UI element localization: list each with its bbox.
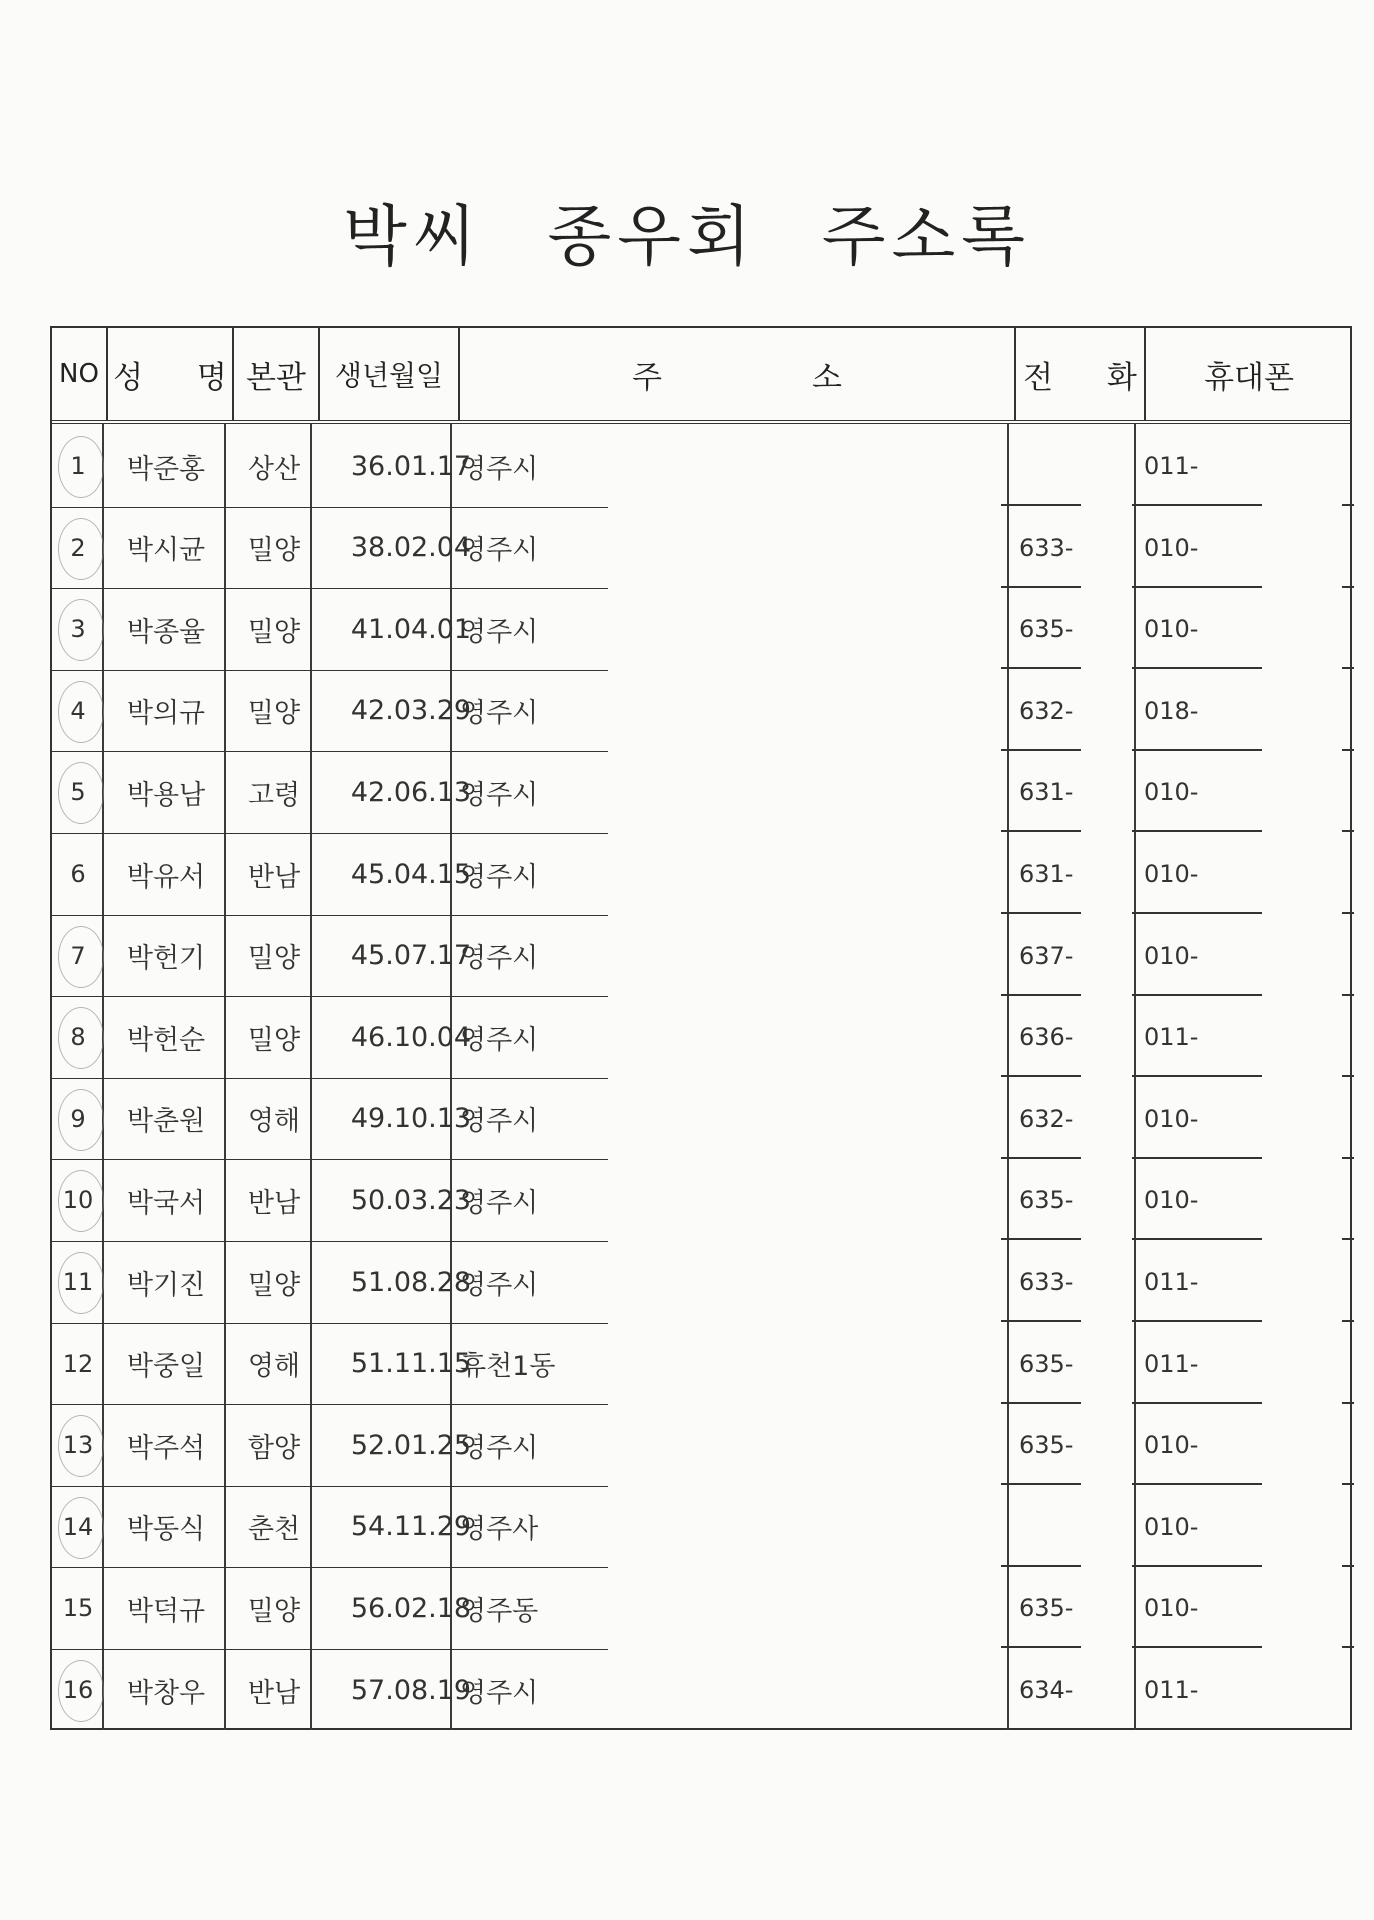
header-birth: 생년월일: [320, 328, 460, 420]
row-number: 7: [70, 941, 86, 970]
member-address: 휴천1동: [460, 1351, 556, 1383]
mobile-divider: [1132, 504, 1262, 506]
row-end-tick: [1342, 1646, 1354, 1648]
member-mobile: 011-: [1144, 452, 1199, 480]
row-end-tick: [1342, 1565, 1354, 1567]
row-end-tick: [1342, 994, 1354, 996]
row-number: 8: [70, 1023, 86, 1052]
member-mobile: 010-: [1144, 1186, 1199, 1215]
member-mobile: 010-: [1144, 941, 1199, 970]
phone-divider: [1001, 994, 1081, 996]
member-mobile: 018-: [1144, 696, 1199, 725]
mobile-divider: [1132, 1075, 1262, 1077]
phone-divider: [1001, 1483, 1081, 1485]
header-address: [460, 328, 1016, 420]
member-address: 영주사: [460, 1514, 539, 1546]
member-bongwan: 밀양: [247, 616, 301, 648]
member-mobile: 011-: [1144, 1023, 1199, 1052]
row-number: 5: [70, 778, 86, 807]
row-end-tick: [1342, 1402, 1354, 1404]
mobile-divider: [1132, 1238, 1262, 1240]
row-end-tick: [1342, 912, 1354, 914]
member-bongwan: 춘천: [247, 1514, 301, 1546]
member-phone: [1009, 1487, 1139, 1567]
member-birthdate: 57.08.19: [350, 1674, 472, 1706]
mobile-divider: [1132, 1402, 1262, 1404]
member-name: 박종율: [126, 616, 206, 648]
row-end-tick: [1342, 1157, 1354, 1159]
table-row: [52, 1079, 1354, 1161]
member-mobile: 010-: [1144, 1104, 1199, 1133]
member-name: 박중일: [126, 1351, 206, 1383]
row-end-tick: [1342, 1483, 1354, 1485]
phone-divider: [1001, 1238, 1081, 1240]
member-birthdate: 42.06.13: [350, 776, 472, 808]
member-address: 영주시: [460, 1106, 539, 1138]
table-row: [52, 589, 1354, 671]
row-number: 12: [62, 1349, 94, 1378]
table-row: [52, 1405, 1354, 1487]
phone-divider: [1001, 1646, 1081, 1648]
table-row: [52, 834, 1354, 916]
table-row: [52, 1650, 1354, 1732]
member-address: 영주시: [460, 535, 539, 567]
table-row: [52, 508, 1354, 590]
member-bongwan: 밀양: [247, 1024, 301, 1056]
phone-divider: [1001, 1402, 1081, 1404]
member-phone: 635-: [1019, 1594, 1074, 1623]
member-phone: 637-: [1019, 941, 1074, 970]
row-number: 13: [62, 1431, 94, 1460]
member-birthdate: 42.03.29: [350, 695, 472, 727]
mobile-divider: [1132, 1565, 1262, 1567]
mobile-divider: [1132, 667, 1262, 669]
member-mobile: 010-: [1144, 1512, 1199, 1541]
header-name-label: 성 명: [113, 359, 249, 396]
row-number: 14: [62, 1512, 94, 1541]
member-mobile: 010-: [1144, 1431, 1199, 1460]
mobile-divider: [1132, 1483, 1262, 1485]
table-row: [52, 997, 1354, 1079]
member-bongwan: 영해: [247, 1351, 301, 1383]
member-address: 영주시: [460, 698, 539, 730]
phone-divider: [1001, 1565, 1081, 1567]
row-number: 4: [70, 696, 86, 725]
header-mobile: 휴대폰: [1204, 359, 1294, 396]
member-phone: 632-: [1019, 1104, 1074, 1133]
row-end-tick: [1342, 1075, 1354, 1077]
member-birthdate: 51.11.15: [350, 1348, 472, 1380]
header-no: NO: [52, 328, 108, 420]
address-table: [50, 326, 1352, 1730]
member-birthdate: 49.10.13: [350, 1103, 472, 1135]
phone-divider: [1001, 667, 1081, 669]
member-phone: 632-: [1019, 696, 1074, 725]
member-name: 박헌순: [126, 1024, 206, 1056]
member-name: 박주석: [126, 1432, 206, 1464]
member-address: 영주시: [460, 1187, 539, 1219]
row-number: 16: [62, 1676, 94, 1704]
phone-divider: [1001, 504, 1081, 506]
member-bongwan: 반남: [247, 861, 301, 893]
row-end-tick: [1342, 749, 1354, 751]
member-address: 영주시: [460, 861, 539, 893]
table-row: [52, 1568, 1354, 1650]
mobile-divider: [1132, 1157, 1262, 1159]
row-end-tick: [1342, 586, 1354, 588]
member-name: 박의규: [126, 698, 206, 730]
row-end-tick: [1342, 1238, 1354, 1240]
member-address: 영주시: [460, 1677, 539, 1709]
member-birthdate: 45.07.17: [350, 940, 472, 972]
phone-divider: [1001, 1157, 1081, 1159]
member-address: 영주시: [460, 779, 539, 811]
member-name: 박유서: [126, 861, 206, 893]
member-name: 박동식: [126, 1514, 206, 1546]
member-bongwan: 고령: [247, 779, 301, 811]
table-row: [52, 916, 1354, 998]
table-row: [52, 1242, 1354, 1324]
header-phone-label: 전 화: [1023, 359, 1159, 396]
member-address: 영주시: [460, 1269, 539, 1301]
mobile-divider: [1132, 1320, 1262, 1322]
mobile-divider: [1132, 1646, 1262, 1648]
member-name: 박시균: [126, 535, 206, 567]
member-phone: 635-: [1019, 615, 1074, 644]
member-bongwan: 밀양: [247, 943, 301, 975]
row-number: 6: [70, 860, 86, 888]
member-mobile: 010-: [1144, 860, 1199, 888]
member-bongwan: 밀양: [247, 1269, 301, 1301]
member-bongwan: 영해: [247, 1106, 301, 1138]
member-birthdate: 54.11.29: [350, 1511, 472, 1543]
member-address: 영주시: [460, 1024, 539, 1056]
header-phone: [1016, 328, 1159, 420]
member-address: 영주시: [460, 453, 539, 485]
mobile-divider: [1132, 586, 1262, 588]
row-end-tick: [1342, 830, 1354, 832]
phone-divider: [1001, 1320, 1081, 1322]
row-number: 10: [62, 1186, 94, 1215]
member-phone: 635-: [1019, 1186, 1074, 1215]
row-number: 15: [62, 1594, 94, 1623]
member-bongwan: 밀양: [247, 535, 301, 567]
member-mobile: 010-: [1144, 778, 1199, 807]
table-header: [52, 328, 1350, 424]
header-bongwan: 본관: [234, 328, 320, 420]
page-title: 박씨 종우회 주소록: [342, 198, 1031, 275]
member-address: 영주시: [460, 943, 539, 975]
member-mobile: 011-: [1144, 1268, 1199, 1296]
member-name: 박춘원: [126, 1106, 206, 1138]
member-mobile: 011-: [1144, 1349, 1199, 1378]
member-name: 박헌기: [126, 943, 206, 975]
member-phone: 634-: [1019, 1676, 1074, 1704]
member-address: 영주시: [460, 1432, 539, 1464]
member-name: 박용남: [126, 779, 206, 811]
header-address-a: 주: [632, 359, 662, 396]
member-birthdate: 51.08.28: [350, 1266, 472, 1298]
table-row: [52, 1487, 1354, 1569]
member-name: 박덕규: [126, 1595, 206, 1627]
member-bongwan: 밀양: [247, 698, 301, 730]
table-row: [52, 1160, 1354, 1242]
header-name: [108, 328, 249, 420]
member-phone: 635-: [1019, 1431, 1074, 1460]
member-mobile: 010-: [1144, 1594, 1199, 1623]
member-name: 박창우: [126, 1677, 206, 1709]
table-row: [52, 1324, 1354, 1406]
member-birthdate: 52.01.25: [350, 1429, 472, 1461]
member-phone: 636-: [1019, 1023, 1074, 1052]
mobile-divider: [1132, 830, 1262, 832]
member-bongwan: 함양: [247, 1432, 301, 1464]
member-address: 영주동: [460, 1595, 539, 1627]
row-number: 3: [70, 615, 86, 644]
row-number: 9: [70, 1104, 86, 1133]
member-bongwan: 밀양: [247, 1595, 301, 1627]
member-mobile: 011-: [1144, 1676, 1199, 1704]
member-birthdate: 56.02.18: [350, 1592, 472, 1624]
row-end-tick: [1342, 667, 1354, 669]
phone-divider: [1001, 912, 1081, 914]
row-end-tick: [1342, 1320, 1354, 1322]
member-phone: 631-: [1019, 860, 1074, 888]
member-name: 박기진: [126, 1269, 206, 1301]
phone-divider: [1001, 830, 1081, 832]
member-mobile: 010-: [1144, 533, 1199, 562]
mobile-divider: [1132, 749, 1262, 751]
phone-divider: [1001, 586, 1081, 588]
member-name: 박국서: [126, 1187, 206, 1219]
member-birthdate: 36.01.17: [350, 450, 472, 482]
member-birthdate: 41.04.01: [350, 613, 472, 645]
member-phone: 633-: [1019, 1268, 1074, 1296]
member-birthdate: 50.03.23: [350, 1184, 472, 1216]
member-bongwan: 상산: [247, 453, 301, 485]
member-birthdate: 38.02.04: [350, 532, 472, 564]
phone-divider: [1001, 749, 1081, 751]
member-phone: 633-: [1019, 533, 1074, 562]
member-name: 박준홍: [126, 453, 206, 485]
member-phone: [1009, 426, 1139, 506]
member-mobile: 010-: [1144, 615, 1199, 644]
row-number: 2: [70, 533, 86, 562]
mobile-divider: [1132, 994, 1262, 996]
table-row: [52, 671, 1354, 753]
member-address: 영주시: [460, 616, 539, 648]
member-birthdate: 45.04.15: [350, 858, 472, 890]
mobile-divider: [1132, 912, 1262, 914]
header-address-b: 소: [812, 359, 842, 396]
row-end-tick: [1342, 504, 1354, 506]
member-bongwan: 반남: [247, 1677, 301, 1709]
member-phone: 631-: [1019, 778, 1074, 807]
row-number: 11: [62, 1268, 94, 1296]
member-bongwan: 반남: [247, 1187, 301, 1219]
phone-divider: [1001, 1075, 1081, 1077]
table-row: [52, 752, 1354, 834]
member-phone: 635-: [1019, 1349, 1074, 1378]
member-birthdate: 46.10.04: [350, 1021, 472, 1053]
table-row: [52, 426, 1354, 508]
row-number: 1: [70, 452, 86, 480]
